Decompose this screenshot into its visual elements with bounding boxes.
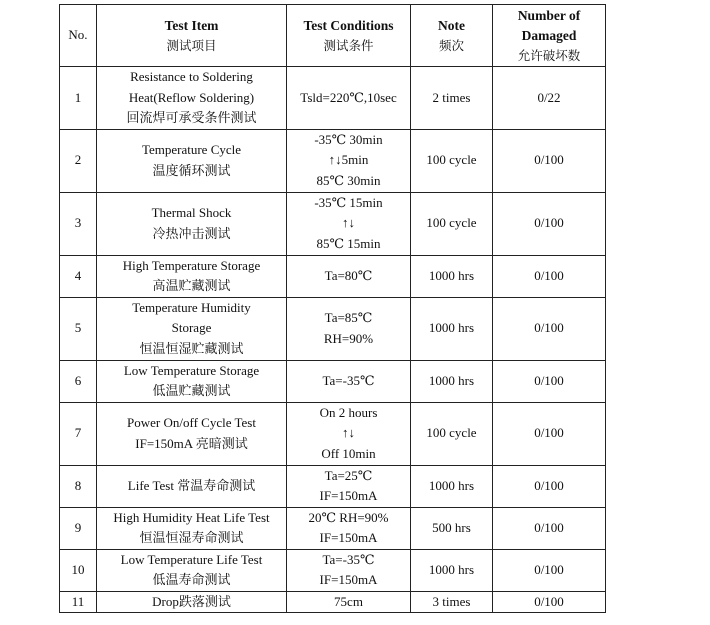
cell-test-item-line: Heat(Reflow Soldering) bbox=[128, 89, 255, 105]
cell-damaged: 0/100 bbox=[493, 360, 606, 402]
table-row bbox=[60, 360, 606, 402]
cell-test-item-line: 恒温恒湿寿命测试 bbox=[139, 530, 244, 545]
cell-test-item bbox=[97, 465, 287, 507]
cell-test-conditions-line: On 2 hours bbox=[319, 404, 378, 420]
table-row bbox=[60, 465, 606, 507]
cell-test-conditions bbox=[287, 255, 411, 297]
cell-test-item-line: High Humidity Heat Life Test bbox=[113, 509, 270, 525]
header-test-item-zh: 测试项目 bbox=[166, 37, 217, 53]
table-row bbox=[60, 591, 606, 613]
cell-damaged: 0/100 bbox=[493, 192, 606, 255]
header-damaged-en-2: Damaged bbox=[521, 27, 577, 43]
cell-test-conditions-line: 85℃ 30min bbox=[316, 172, 381, 188]
cell-test-item-line: IF=150mA 亮暗测试 bbox=[135, 435, 248, 451]
cell-note: 1000 hrs bbox=[411, 549, 493, 591]
cell-test-item-line: 低温寿命测试 bbox=[152, 572, 231, 587]
table-row bbox=[60, 297, 606, 360]
table-body bbox=[60, 67, 606, 613]
cell-test-item-line: Temperature Cycle bbox=[141, 142, 242, 157]
cell-test-item-line: Low Temperature Storage bbox=[123, 362, 260, 378]
cell-note: 100 cycle bbox=[411, 129, 493, 192]
cell-no: 3 bbox=[60, 192, 97, 255]
header-note-zh: 频次 bbox=[438, 37, 464, 53]
header-test-conditions-zh: 测试条件 bbox=[323, 37, 374, 53]
cell-test-item bbox=[97, 129, 287, 192]
cell-test-conditions bbox=[287, 360, 411, 402]
cell-test-conditions bbox=[287, 67, 411, 130]
table-row bbox=[60, 549, 606, 591]
cell-test-item bbox=[97, 507, 287, 549]
table-row bbox=[60, 129, 606, 192]
header-row bbox=[60, 5, 606, 67]
cell-note: 100 cycle bbox=[411, 192, 493, 255]
header-damaged bbox=[493, 5, 606, 67]
cell-test-conditions-line: 75cm bbox=[334, 593, 363, 609]
cell-damaged: 0/100 bbox=[493, 549, 606, 591]
cell-test-item-line: Storage bbox=[171, 320, 212, 336]
table-row bbox=[60, 192, 606, 255]
cell-test-item-line: Thermal Shock bbox=[151, 205, 232, 220]
cell-no: 9 bbox=[60, 507, 97, 549]
cell-test-conditions bbox=[287, 465, 411, 507]
cell-test-conditions bbox=[287, 192, 411, 255]
cell-test-item bbox=[97, 549, 287, 591]
cell-test-item-line: Life Test 常温寿命测试 bbox=[127, 477, 256, 493]
cell-damaged: 0/100 bbox=[493, 129, 606, 192]
table-row bbox=[60, 67, 606, 130]
cell-test-conditions-line: ↑↓ bbox=[342, 215, 355, 231]
cell-test-item bbox=[97, 360, 287, 402]
header-test-item-en: Test Item bbox=[164, 17, 219, 33]
cell-damaged: 0/100 bbox=[493, 591, 606, 613]
header-damaged-zh: 允许破坏数 bbox=[517, 47, 581, 63]
header-damaged-en-1: Number of bbox=[517, 7, 581, 23]
reliability-test-table bbox=[59, 4, 606, 613]
header-note bbox=[411, 5, 493, 67]
cell-no: 6 bbox=[60, 360, 97, 402]
cell-test-item bbox=[97, 297, 287, 360]
cell-no: 7 bbox=[60, 402, 97, 465]
cell-no: 11 bbox=[60, 591, 97, 613]
header-test-conditions bbox=[287, 5, 411, 67]
cell-test-item-line: 高温贮藏测试 bbox=[152, 278, 231, 293]
cell-test-item bbox=[97, 192, 287, 255]
cell-test-conditions-line: Tsld=220℃,10sec bbox=[300, 89, 397, 105]
cell-note: 2 times bbox=[411, 67, 493, 130]
cell-test-conditions bbox=[287, 297, 411, 360]
cell-note: 3 times bbox=[411, 591, 493, 613]
cell-damaged: 0/100 bbox=[493, 507, 606, 549]
header-test-conditions-en: Test Conditions bbox=[303, 17, 394, 33]
cell-test-item-line: Drop跌落测试 bbox=[152, 593, 231, 609]
cell-test-item-line: 恒温恒湿贮藏测试 bbox=[139, 340, 244, 356]
cell-no: 2 bbox=[60, 129, 97, 192]
cell-test-conditions-line: Ta=-35℃ bbox=[322, 372, 375, 388]
cell-test-conditions-line: 85℃ 15min bbox=[316, 235, 381, 251]
cell-note: 500 hrs bbox=[411, 507, 493, 549]
cell-test-item-line: Resistance to Soldering bbox=[130, 69, 253, 84]
cell-test-item-line: High Temperature Storage bbox=[122, 257, 261, 273]
cell-no: 1 bbox=[60, 67, 97, 130]
cell-test-conditions-line: Ta=25℃ bbox=[324, 467, 373, 483]
cell-test-item-line: 温度循环测试 bbox=[152, 162, 231, 178]
cell-no: 10 bbox=[60, 549, 97, 591]
cell-test-conditions-line: -35℃ 15min bbox=[314, 194, 383, 210]
cell-no: 8 bbox=[60, 465, 97, 507]
cell-no: 5 bbox=[60, 297, 97, 360]
cell-note: 1000 hrs bbox=[411, 360, 493, 402]
cell-test-conditions-line: Off 10min bbox=[321, 445, 376, 461]
cell-test-conditions-line: -35℃ 30min bbox=[314, 131, 383, 147]
cell-test-conditions-line: Ta=85℃ bbox=[324, 310, 373, 325]
table-row bbox=[60, 402, 606, 465]
cell-test-conditions-line: RH=90% bbox=[323, 330, 374, 346]
cell-damaged: 0/22 bbox=[493, 67, 606, 130]
cell-note: 1000 hrs bbox=[411, 465, 493, 507]
cell-test-item-line: 冷热冲击测试 bbox=[152, 225, 231, 241]
cell-test-conditions-line: Ta=80℃ bbox=[324, 267, 373, 283]
cell-damaged: 0/100 bbox=[493, 255, 606, 297]
cell-test-conditions bbox=[287, 591, 411, 613]
cell-test-item bbox=[97, 402, 287, 465]
cell-test-conditions bbox=[287, 507, 411, 549]
cell-note: 1000 hrs bbox=[411, 297, 493, 360]
cell-damaged: 0/100 bbox=[493, 465, 606, 507]
header-note-en: Note bbox=[438, 17, 465, 33]
cell-test-item-line: 低温贮藏测试 bbox=[152, 383, 231, 398]
cell-test-conditions-line: ↑↓ bbox=[342, 425, 355, 441]
cell-note: 1000 hrs bbox=[411, 255, 493, 297]
cell-test-item bbox=[97, 255, 287, 297]
cell-test-item-line: 回流焊可承受条件测试 bbox=[126, 110, 257, 125]
cell-test-item-line: Low Temperature Life Test bbox=[120, 551, 263, 567]
cell-test-conditions-line: IF=150mA bbox=[319, 572, 378, 587]
cell-test-conditions-line: ↑↓5min bbox=[328, 152, 369, 168]
cell-damaged: 0/100 bbox=[493, 297, 606, 360]
header-test-item bbox=[97, 5, 287, 67]
cell-test-conditions-line: 20℃ RH=90% bbox=[308, 509, 389, 525]
table-row bbox=[60, 507, 606, 549]
cell-test-conditions bbox=[287, 129, 411, 192]
cell-damaged: 0/100 bbox=[493, 402, 606, 465]
cell-test-conditions-line: IF=150mA bbox=[319, 488, 378, 503]
cell-test-conditions-line: IF=150mA bbox=[319, 530, 378, 545]
cell-test-item-line: Temperature Humidity bbox=[132, 299, 251, 315]
cell-test-item bbox=[97, 591, 287, 613]
cell-test-item-line: Power On/off Cycle Test bbox=[127, 415, 256, 430]
cell-test-conditions bbox=[287, 402, 411, 465]
cell-note: 100 cycle bbox=[411, 402, 493, 465]
cell-test-item bbox=[97, 67, 287, 130]
cell-no: 4 bbox=[60, 255, 97, 297]
cell-test-conditions bbox=[287, 549, 411, 591]
table-row bbox=[60, 255, 606, 297]
header-no: No. bbox=[60, 5, 97, 67]
cell-test-conditions-line: Ta=-35℃ bbox=[322, 551, 375, 567]
